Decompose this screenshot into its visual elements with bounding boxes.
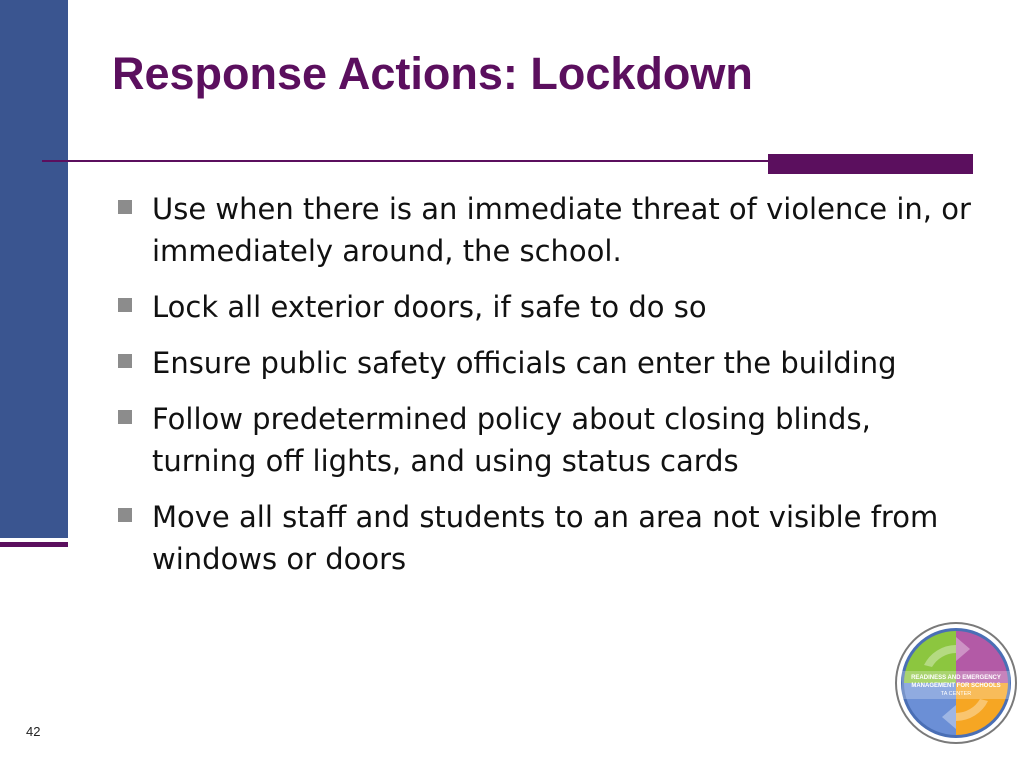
logo-text-line3: TA CENTER <box>940 691 972 697</box>
square-bullet-icon <box>118 200 132 214</box>
left-sidebar-bar <box>0 0 68 538</box>
title-underline-thick <box>768 154 973 174</box>
bullet-item <box>116 496 976 580</box>
square-bullet-icon <box>118 298 132 312</box>
title-underline-thin <box>42 160 770 162</box>
bullet-item <box>116 398 976 482</box>
rems-ta-center-logo-icon <box>894 621 1018 745</box>
bullet-text: Use when there is an immediate threat of violence in, or immediately around, the school. <box>152 192 971 268</box>
bullet-text: Move all staff and students to an area not visible from windows or doors <box>152 500 939 576</box>
bullet-item <box>116 342 976 384</box>
bullet-item <box>116 188 976 272</box>
bullet-text: Follow predetermined policy about closing blinds, turning off lights, and using status cards <box>152 402 871 478</box>
bullet-list <box>116 188 976 594</box>
bullet-item <box>116 286 976 328</box>
logo-text-line2: MANAGEMENT FOR SCHOOLS <box>911 683 1001 689</box>
bullet-text: Lock all exterior doors, if safe to do so <box>152 290 707 324</box>
bullet-text: Ensure public safety officials can enter the building <box>152 346 897 380</box>
square-bullet-icon <box>118 410 132 424</box>
page-number: 42 <box>26 724 41 739</box>
left-sidebar-accent-line <box>0 542 68 547</box>
square-bullet-icon <box>118 354 132 368</box>
square-bullet-icon <box>118 508 132 522</box>
slide-title: Response Actions: Lockdown <box>112 48 753 99</box>
logo-text-line1: READINESS AND EMERGENCY <box>911 675 1001 681</box>
